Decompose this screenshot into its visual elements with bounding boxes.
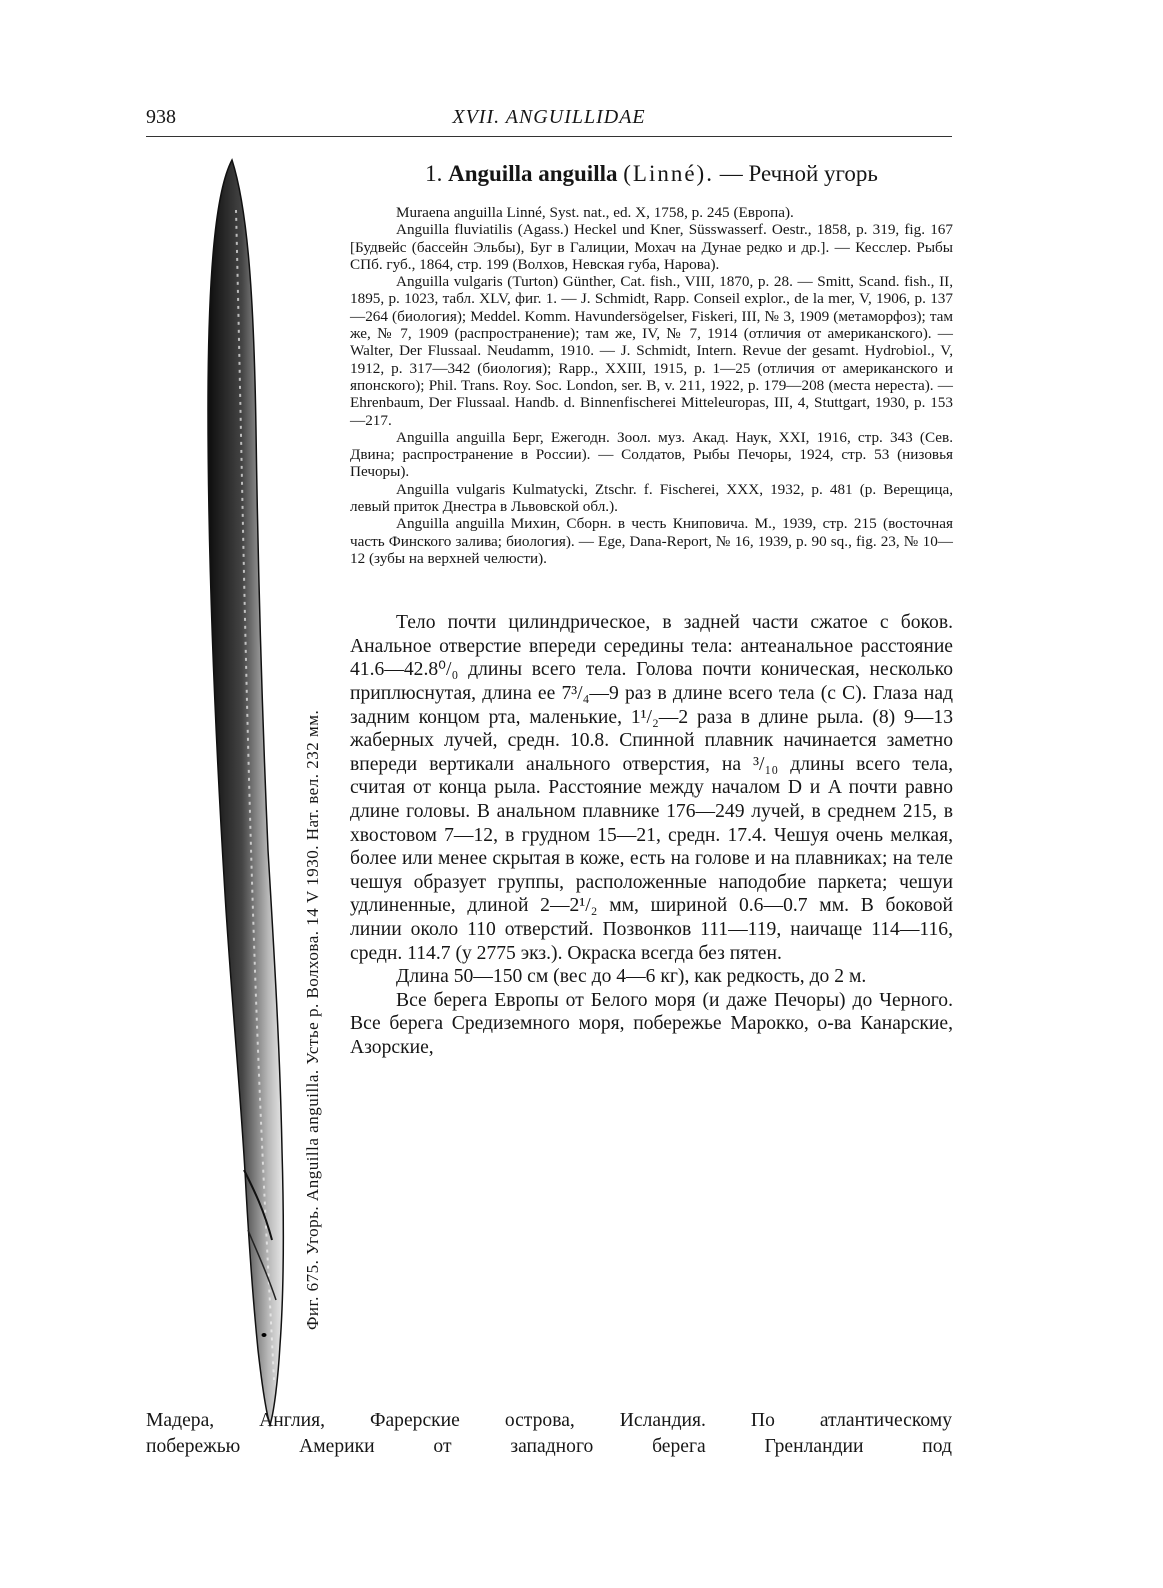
synonym-entry: Anguilla vulgaris Kulmatycki, Ztschr. f. Fischerei, XXX, 1932, p. 481 (р. Верещица, левый приток Днестра в Львовской обл.). [350, 480, 953, 516]
figure-caption: Фиг. 675. Угорь. Anguilla anguilla. Устье р. Волхова. 14 V 1930. Нат. вел. 232 мм. [303, 709, 322, 1330]
running-head [146, 106, 952, 136]
full-width-continuation [146, 1408, 952, 1460]
synonym-entry: Anguilla fluviatilis (Agass.) Heckel und Kner, Süsswasserf. Oestr., 1858, p. 319, fig. 167 [Будвейс (бассейн Эльбы), Буг в Галиции, Мохач на Дунае редко и др.]. — Кесслер. Рыбы СПб. губ., 1864, стр. 199 (Волхов, Невская губа, Нарова). [350, 221, 953, 273]
continuation-line: Мадера, Англия, Фарерские острова, Исландия. По атлантическому [146, 1410, 952, 1431]
species-common-name: — Речной угорь [719, 161, 878, 186]
species-binomial: Anguilla anguilla [448, 161, 618, 186]
running-title: XVII. ANGUILLIDAE [452, 106, 646, 128]
description-paragraph: Длина 50—150 см (вес до 4—6 кг), как редкость, до 2 м. [396, 966, 867, 988]
eel-figure [146, 150, 346, 1430]
species-number: 1. [425, 161, 443, 186]
description-paragraph: Все берега Европы от Белого моря (и даже Печоры) до Черного. Все берега Средиземного моря, побережье Марокко, о-ва Канарские, Азорские, [350, 989, 953, 1058]
species-heading [350, 160, 953, 188]
continuation-line: побережью Америки от западного берега Гренландии под [146, 1436, 952, 1457]
main-text-column [350, 160, 953, 1060]
synonym-entry: Muraena anguilla Linné, Syst. nat., ed. X, 1758, p. 245 (Европа). [396, 204, 794, 221]
synonym-entry: Anguilla anguilla Берг, Ежегодн. Зоол. муз. Акад. Наук, XXI, 1916, стр. 343 (Сев. Двина; распространение в России). — Солдатов, Рыбы Печоры, 1924, стр. 53 (низовья Печоры). [350, 428, 953, 481]
synonymy-list [350, 204, 953, 567]
eel-illustration [146, 150, 306, 1430]
synonym-entry: Anguilla vulgaris (Turton) Günther, Cat. fish., VIII, 1870, p. 28. — Smitt, Scand. fish., II, 1895, p. 1023, табл. XLV, фиг. 1. — J. Schmidt, Rapp. Conseil explor., de la mer, V, 1906, p. 137—264 (биология); Meddel. Komm. Havundersögelser, Fiskeri, III, № 3, 1909 (метаморфоз); там же, № 7, 1909 (распространение); там же, IV, № 7, 1914 (отличия от американского). — Walter, Der Flussaal. Neudamm, 1910. — J. Schmidt, Intern. Revue der gesamt. Hydrobiol., V, 1912, p. 317—342 (биология); Rapp., XXIII, 1915, p. 1—25 (отличия от американского и японского); Phil. Trans. Roy. Soc. London, ser. B, v. 211, 1922, p. 179—208 (места нереста). — Ehrenbaum, Der Flussaal. Handb. d. Binnenfischerei Mitteleuropas, III, 4, Stuttgart, 1930, p. 153—217. [350, 273, 953, 429]
species-author: (Linné). [623, 161, 714, 186]
synonym-entry: Anguilla anguilla Михин, Сборн. в честь Книповича. М., 1939, стр. 215 (восточная часть Финского залива; биология). — Ege, Dana-Report, № 16, 1939, p. 90 sq., fig. 23, № 10—12 (зубы на верхней челюсти). [350, 515, 953, 567]
description-paragraph: Тело почти цилиндрическое, в задней части сжатое с боков. Анальное отверстие впереди середины тела: антеанальное расстояние 41.6—42.8⁰/₀ длины всего тела. Голова почти коническая, несколько приплюснутая, длина ее 7³/₄—9 раз в длине всего тела (с C). Глаза над задним концом рта, маленькие, 1¹/₂—2 раза в длине рыла. (8) 9—13 жаберных лучей, средн. 10.8. Спинной плавник начинается заметно впереди вертикали анального отверстия, на ³/₁₀ длины всего тела, считая от конца рыла. Расстояние между началом D и A почти равно длине головы. В анальном плавнике 176—249 лучей, в среднем 215, в хвостовом 7—12, в грудном 15—21, средн. 17.4. Чешуя очень мелкая, более или менее скрытая в коже, есть на голове и на плавниках; на теле чешуя образует группы, расположенные наподобие паркета; чешуи удлиненные, длиной 2—2¹/₂ мм, шириной 0.6—0.7 мм. В боковой линии около 110 отверстий. Позвонков 111—119, наичаще 114—116, средн. 114.7 (у 2775 экз.). Окраска всегда без пятен. [350, 612, 953, 964]
description-text [350, 611, 953, 1059]
header-rule [146, 136, 952, 137]
page-number: 938 [146, 106, 176, 128]
